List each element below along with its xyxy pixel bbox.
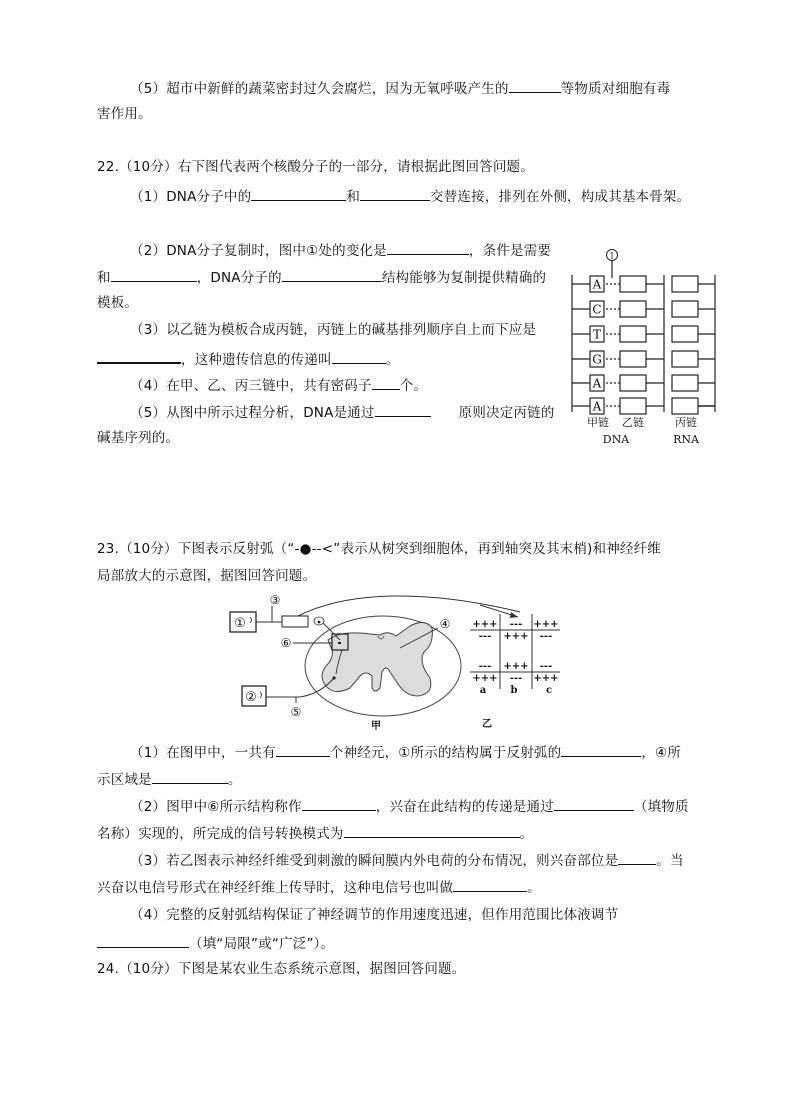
answer-blank[interactable] — [332, 349, 386, 364]
q22-part1 — [130, 186, 690, 206]
q23-p4-text-b: （填“局限”或“广泛”）。 — [189, 936, 335, 952]
q23-p1-text-d: 示区域是 — [97, 772, 152, 788]
q22-title — [97, 158, 534, 176]
label-6: ⑥ — [280, 636, 292, 650]
answer-blank[interactable] — [561, 742, 641, 757]
answer-blank[interactable] — [111, 267, 197, 282]
q23-title-line1 — [97, 540, 661, 558]
segment-b: b — [510, 685, 518, 696]
svg-text:---: --- — [509, 673, 523, 684]
q23-part4-line1 — [130, 906, 618, 924]
q21-part5-text-b: 等物质对细胞有毒 — [560, 81, 671, 97]
dna-rna-diagram — [560, 240, 720, 455]
q21-part5-line2 — [97, 105, 152, 123]
q23-p2-text-e: 。 — [519, 826, 534, 842]
q22-p5-text-a: （5）从图中所示过程分析，DNA是通过 — [130, 405, 375, 421]
q23-p1-text-b: 个神经元，①所示的结构属于反射弧的 — [329, 745, 562, 761]
base-jia-6: A — [592, 399, 602, 414]
label-4: ④ — [439, 617, 451, 631]
base-jia-5: A — [592, 376, 602, 391]
base-pair-rows — [572, 276, 715, 414]
q23-p2-text-d: 名称）实现的，所完成的信号转换模式为 — [97, 826, 344, 842]
q23-p3-text-a: （3）若乙图表示神经纤维受到刺激的瞬间膜内外电荷的分布情况，则兴奋部位是 — [130, 853, 619, 869]
q22-p4-text-b: 个。 — [399, 378, 428, 394]
q23-part4-line2 — [97, 933, 334, 953]
answer-blank[interactable] — [554, 796, 634, 811]
q22-p2-text-e: 结构能够为复制提供精确的 — [381, 270, 547, 286]
q22-p5-text-b: 原则决定丙链的 — [458, 405, 555, 421]
q22-part5-line2 — [97, 429, 179, 447]
q23-p3-text-d: 。 — [527, 880, 541, 896]
label-dna: DNA — [602, 433, 630, 446]
q23-title-text-b: 局部放大的示意图，据图回答问题。 — [97, 568, 317, 584]
q22-title-text: 22.（10分）右下图代表两个核酸分子的一部分，请根据此图回答问题。 — [97, 159, 534, 175]
segment-a: a — [479, 685, 487, 696]
q23-title-line2 — [97, 567, 316, 585]
svg-text:---: --- — [509, 619, 523, 630]
q22-p2-text-d: ，DNA分子的 — [196, 270, 282, 286]
answer-blank[interactable] — [375, 402, 431, 417]
answer-blank[interactable] — [509, 78, 561, 93]
label-rna: RNA — [673, 433, 699, 446]
q23-part1-line1 — [130, 742, 681, 762]
q21-part5-line1 — [130, 78, 670, 98]
reflex-arc-diagram — [220, 592, 600, 732]
q23-p2-text-b: ，兴奋在此结构的传递是通过 — [375, 799, 554, 815]
svg-text:+++: +++ — [472, 673, 498, 684]
label-yi-chain: 乙链 — [622, 416, 644, 429]
q22-part2-line1 — [130, 240, 551, 260]
q23-part1-line2 — [97, 769, 242, 789]
q24-title-text: 24.（10分）下图是某农业生态系统示意图，据图回答问题。 — [97, 961, 466, 977]
label-yi: 乙 — [482, 719, 492, 730]
q23-part3-line1 — [130, 850, 684, 870]
q22-p3-text-a: （3）以乙链为模板合成丙链，丙链上的碱基排列顺序自上而下应是 — [130, 322, 537, 338]
q22-p3-text-c: 。 — [385, 352, 400, 368]
q22-p2-text-a: （2）DNA分子复制时，图中①处的变化是 — [130, 243, 387, 259]
q22-part3-line1 — [130, 321, 536, 339]
q22-p1-text-c: 交替连接，排列在外侧，构成其基本骨架。 — [430, 189, 691, 205]
answer-blank[interactable] — [302, 796, 376, 811]
svg-text:+++: +++ — [503, 661, 529, 672]
base-jia-2: C — [592, 302, 602, 317]
q22-part2-line3 — [97, 294, 138, 312]
answer-blank[interactable] — [276, 742, 330, 757]
answer-blank[interactable] — [387, 240, 469, 255]
q23-part2-line1 — [130, 796, 689, 816]
label-1: ① — [234, 616, 246, 631]
q22-p2-text-b: ，条件是需要 — [468, 243, 552, 259]
q23-p1-text-e: 。 — [227, 772, 242, 788]
label-jia: 甲 — [371, 721, 381, 732]
q21-part5-text-c: 害作用。 — [97, 106, 152, 122]
svg-text:+++: +++ — [533, 619, 559, 630]
nerve-fiber-diagram — [470, 614, 560, 730]
q22-p4-text-a: （4）在甲、乙、丙三链中，共有密码子 — [130, 378, 372, 394]
q23-part2-line2 — [97, 823, 533, 843]
q22-part2-line2 — [97, 267, 546, 287]
q21-part5-text-a: （5）超市中新鲜的蔬菜密封过久会腐烂，因为无氧呼吸产生的 — [130, 81, 509, 97]
svg-text:---: --- — [539, 661, 553, 672]
q23-title-text-a: 23.（10分）下图表示反射弧（“-●--<”表示从树突到细胞体，再到轴突及其末梢)和神经纤维 — [97, 541, 662, 557]
base-jia-3: T — [592, 327, 602, 342]
answer-blank[interactable] — [360, 186, 430, 201]
q22-part4 — [130, 375, 427, 395]
q23-part3-line2 — [97, 877, 541, 897]
svg-text:+++: +++ — [472, 619, 498, 630]
q23-p1-text-a: （1）在图甲中，一共有 — [130, 745, 276, 761]
svg-text:+++: +++ — [533, 673, 559, 684]
answer-blank[interactable] — [152, 769, 228, 784]
answer-blank[interactable] — [453, 877, 527, 892]
marker-1-label: 1 — [609, 251, 615, 261]
q23-p4-text-a: （4）完整的反射弧结构保证了神经调节的作用速度迅速，但作用范围比体液调节 — [130, 907, 619, 923]
svg-text:---: --- — [539, 631, 553, 642]
q22-p2-text-f: 模板。 — [97, 295, 139, 311]
label-bing-chain: 丙链 — [675, 416, 697, 429]
label-jia-chain: 甲链 — [587, 416, 609, 429]
label-3: ③ — [269, 593, 281, 607]
q24-title — [97, 960, 465, 978]
q22-p3-text-b: ，这种遗传信息的传递叫 — [181, 352, 332, 368]
q22-p1-text-b: 和 — [346, 189, 361, 205]
q22-part3-line2 — [97, 348, 399, 369]
answer-blank[interactable] — [618, 850, 656, 865]
q23-p3-text-c: 兴奋以电信号形式在神经纤维上传导时，这种电信号也叫做 — [97, 880, 454, 896]
answer-blank[interactable] — [372, 375, 400, 390]
q22-p1-text-a: （1）DNA分子中的 — [130, 189, 252, 205]
segment-c: c — [545, 685, 553, 696]
base-jia-1: A — [592, 277, 602, 292]
answer-blank[interactable] — [97, 933, 189, 948]
svg-text:---: --- — [478, 661, 492, 672]
q23-p2-text-c: （填物质 — [633, 799, 689, 815]
answer-blank[interactable] — [251, 186, 346, 201]
q22-p5-text-c: 碱基序列的。 — [97, 430, 180, 446]
q23-p3-text-b: 。当 — [656, 853, 684, 869]
answer-blank[interactable] — [282, 267, 382, 282]
svg-text:---: --- — [478, 631, 492, 642]
svg-text:+++: +++ — [503, 631, 529, 642]
q22-p2-text-c: 和 — [97, 270, 111, 286]
q23-p2-text-a: （2）图甲中⑥所示结构称作 — [130, 799, 302, 815]
base-jia-4: G — [592, 352, 602, 367]
answer-blank[interactable] — [97, 348, 181, 364]
label-2: ② — [245, 690, 257, 705]
q23-p1-text-c: ，④所 — [641, 745, 682, 761]
q22-part5-line1 — [130, 402, 555, 422]
answer-blank[interactable] — [344, 823, 520, 838]
label-5: ⑤ — [290, 705, 302, 719]
